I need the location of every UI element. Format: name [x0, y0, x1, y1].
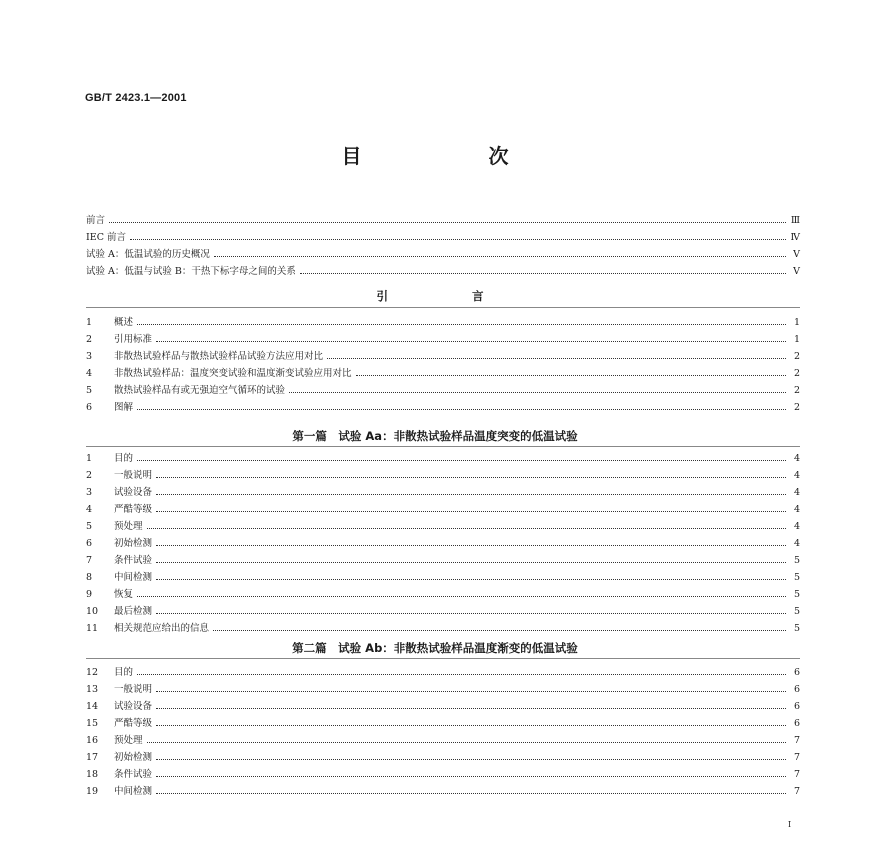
toc-row[interactable] [86, 229, 800, 246]
toc-page-number: 2 [793, 402, 800, 413]
toc-entry-label: 非散热试验样品与散热试验样品试验方法应用对比 [114, 351, 324, 362]
toc-entry-label: 恢复 [114, 589, 134, 600]
toc-entry-label: 严酷等级 [114, 718, 153, 729]
toc-entry-number: 15 [86, 718, 99, 729]
toc-entry-label: 严酷等级 [114, 504, 153, 515]
toc-entry-label: 一般说明 [114, 684, 153, 695]
toc-entry-label: 相关规范应给出的信息 [114, 623, 210, 634]
toc-row[interactable] [86, 382, 800, 399]
toc-entry-label: 概述 [114, 317, 134, 328]
toc-row[interactable] [86, 263, 800, 280]
toc-entry-label: 条件试验 [114, 555, 153, 566]
toc-row[interactable] [86, 212, 800, 229]
toc-entry-label: 试验 A：低温与试验 B：干热下标字母之间的关系 [86, 266, 296, 277]
toc-part2 [86, 664, 800, 800]
toc-entry-number: 18 [86, 769, 99, 780]
toc-entry-label: 预处理 [114, 521, 143, 532]
standard-code: GB/T 2423.1—2001 [85, 92, 187, 104]
toc-entry-label: 预处理 [114, 735, 143, 746]
toc-entry-label: 试验设备 [114, 487, 153, 498]
leader-dots [214, 247, 786, 257]
toc-entry-label: 前言 [86, 215, 106, 226]
toc-front-matter [86, 212, 800, 280]
toc-entry-number: 14 [86, 701, 99, 712]
toc-page-number: 5 [793, 589, 800, 600]
page-title: 目 次 [341, 144, 569, 168]
toc-page-number: 6 [793, 684, 800, 695]
leader-dots [156, 468, 786, 478]
toc-row[interactable] [86, 552, 800, 569]
leader-dots [109, 213, 786, 223]
leader-dots [156, 716, 786, 726]
toc-entry-label: 条件试验 [114, 769, 153, 780]
toc-entry-label: 散热试验样品有或无强迫空气循环的试验 [114, 385, 286, 396]
toc-entry-label: 非散热试验样品：温度突变试验和温度渐变试验应用对比 [114, 368, 352, 379]
toc-entry-number: 1 [86, 317, 93, 328]
toc-row[interactable] [86, 698, 800, 715]
toc-page-number: 2 [793, 368, 800, 379]
toc-row[interactable] [86, 246, 800, 263]
leader-dots [137, 315, 786, 325]
toc-page-number: 4 [793, 521, 800, 532]
toc-page-number: Ⅴ [793, 266, 800, 277]
toc-page-number: 1 [793, 317, 800, 328]
toc-entry-number: 5 [86, 521, 93, 532]
toc-entry-label: 试验 A：低温试验的历史概况 [86, 249, 210, 260]
toc-row[interactable] [86, 348, 800, 365]
leader-dots [300, 264, 786, 274]
toc-page-number: 6 [793, 718, 800, 729]
toc-page-number: 4 [793, 538, 800, 549]
toc-entry-number: 6 [86, 538, 93, 549]
toc-entry-number: 3 [86, 351, 93, 362]
toc-entry-label: 初始检测 [114, 752, 153, 763]
leader-dots [156, 750, 786, 760]
leader-dots [327, 349, 786, 359]
leader-dots [156, 502, 786, 512]
leader-dots [289, 383, 786, 393]
section-heading-part2: 第二篇 试验 Ab：非散热试验样品温度渐变的低温试验 [292, 641, 578, 655]
toc-entry-label: 试验设备 [114, 701, 153, 712]
leader-dots [156, 553, 786, 563]
toc-row[interactable] [86, 501, 800, 518]
leader-dots [156, 682, 786, 692]
toc-row[interactable] [86, 732, 800, 749]
toc-entry-label: 中间检测 [114, 786, 153, 797]
toc-row[interactable] [86, 484, 800, 501]
leader-dots [213, 621, 786, 631]
section-heading-intro: 引 言 [376, 289, 524, 303]
toc-entry-label: IEC 前言 [86, 232, 126, 243]
toc-row[interactable] [86, 331, 800, 348]
toc-row[interactable] [86, 518, 800, 535]
toc-entry-number: 16 [86, 735, 99, 746]
toc-entry-number: 10 [86, 606, 99, 617]
toc-row[interactable] [86, 535, 800, 552]
leader-dots [156, 784, 786, 794]
leader-dots [356, 366, 786, 376]
toc-intro [86, 314, 800, 416]
toc-row[interactable] [86, 749, 800, 766]
toc-entry-number: 4 [86, 504, 93, 515]
toc-row[interactable] [86, 467, 800, 484]
toc-page-number: 5 [793, 572, 800, 583]
toc-page-number: 7 [793, 769, 800, 780]
leader-dots [156, 332, 786, 342]
toc-page-number: 7 [793, 735, 800, 746]
toc-row[interactable] [86, 783, 800, 800]
toc-entry-number: 13 [86, 684, 99, 695]
toc-entry-number: 1 [86, 453, 93, 464]
leader-dots [137, 400, 786, 410]
toc-entry-label: 中间检测 [114, 572, 153, 583]
toc-page-number: 6 [793, 667, 800, 678]
footer-page-number: Ⅰ [788, 820, 792, 829]
toc-row[interactable] [86, 365, 800, 382]
toc-row[interactable] [86, 450, 800, 467]
toc-entry-number: 8 [86, 572, 93, 583]
toc-page-number: 6 [793, 701, 800, 712]
toc-row[interactable] [86, 664, 800, 681]
toc-entry-number: 4 [86, 368, 93, 379]
toc-entry-label: 一般说明 [114, 470, 153, 481]
toc-page-number: 4 [793, 453, 800, 464]
divider [86, 446, 800, 447]
toc-entry-number: 2 [86, 470, 93, 481]
toc-page-number: 5 [793, 623, 800, 634]
toc-page-number: 5 [793, 606, 800, 617]
toc-entry-number: 19 [86, 786, 99, 797]
toc-entry-number: 11 [86, 623, 99, 634]
toc-entry-label: 引用标准 [114, 334, 153, 345]
toc-row[interactable] [86, 766, 800, 783]
toc-entry-number: 6 [86, 402, 93, 413]
toc-part1 [86, 450, 800, 637]
toc-entry-label: 目的 [114, 667, 134, 678]
leader-dots [147, 733, 786, 743]
toc-entry-number: 7 [86, 555, 93, 566]
leader-dots [130, 230, 786, 240]
toc-entry-number: 12 [86, 667, 99, 678]
leader-dots [156, 767, 786, 777]
toc-entry-label: 目的 [114, 453, 134, 464]
toc-page-number: 1 [793, 334, 800, 345]
leader-dots [156, 536, 786, 546]
leader-dots [156, 485, 786, 495]
toc-row[interactable] [86, 314, 800, 331]
leader-dots [137, 587, 786, 597]
toc-row[interactable] [86, 586, 800, 603]
toc-entry-number: 5 [86, 385, 93, 396]
toc-page-number: 7 [793, 786, 800, 797]
toc-page-number: 7 [793, 752, 800, 763]
section-heading-part1: 第一篇 试验 Aa：非散热试验样品温度突变的低温试验 [292, 429, 578, 443]
toc-page-number: 4 [793, 470, 800, 481]
toc-entry-number: 2 [86, 334, 93, 345]
toc-page-number: 5 [793, 555, 800, 566]
toc-row[interactable] [86, 715, 800, 732]
toc-entry-number: 17 [86, 752, 99, 763]
toc-entry-number: 3 [86, 487, 93, 498]
toc-row[interactable] [86, 681, 800, 698]
toc-page-number: 2 [793, 351, 800, 362]
toc-page-number: 2 [793, 385, 800, 396]
toc-page-number: Ⅳ [790, 232, 800, 243]
leader-dots [156, 604, 786, 614]
divider [86, 658, 800, 659]
toc-page-number: 4 [793, 487, 800, 498]
toc-page-number: Ⅴ [793, 249, 800, 260]
divider [86, 307, 800, 308]
toc-row[interactable] [86, 569, 800, 586]
toc-row[interactable] [86, 603, 800, 620]
leader-dots [156, 699, 786, 709]
toc-row[interactable] [86, 620, 800, 637]
leader-dots [147, 519, 786, 529]
leader-dots [156, 570, 786, 580]
toc-page-number: Ⅲ [790, 215, 800, 226]
toc-entry-number: 9 [86, 589, 93, 600]
leader-dots [137, 665, 786, 675]
toc-entry-label: 最后检测 [114, 606, 153, 617]
leader-dots [137, 451, 786, 461]
toc-page-number: 4 [793, 504, 800, 515]
toc-entry-label: 图解 [114, 402, 134, 413]
toc-entry-label: 初始检测 [114, 538, 153, 549]
toc-row[interactable] [86, 399, 800, 416]
